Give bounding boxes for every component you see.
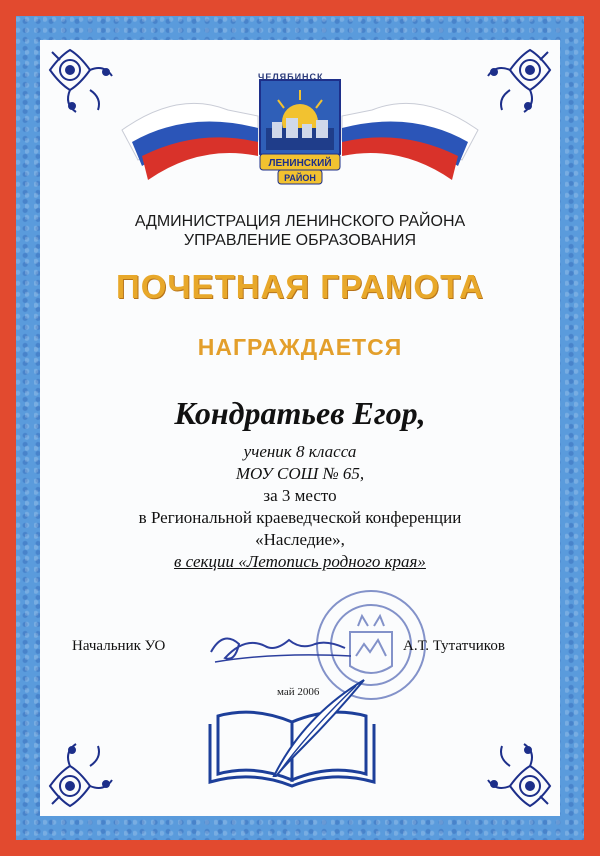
event-line: в Региональной краеведческой конференции xyxy=(138,508,462,527)
signer-name: А.Т. Тутатчиков xyxy=(403,638,505,654)
district-line1: ЛЕНИНСКИЙ xyxy=(268,158,332,169)
section-line: в секции «Летопись родного края» xyxy=(174,552,426,571)
district-line2: РАЙОН xyxy=(284,173,316,183)
corner-ornament-icon xyxy=(482,738,554,810)
corner-ornament-icon xyxy=(46,738,118,810)
recipient-details xyxy=(40,441,560,573)
signature-icon xyxy=(205,622,355,672)
issuer-header xyxy=(40,212,560,250)
city-label: ЧЕЛЯБИНСК xyxy=(258,72,324,82)
recipient-name: Кондратьев Егор, xyxy=(174,395,426,431)
awarded-label: НАГРАЖДАЕТСЯ xyxy=(197,334,403,360)
issue-date: май 2006 xyxy=(277,686,320,698)
issuer-line1: АДМИНИСТРАЦИЯ ЛЕНИНСКОГО РАЙОНА xyxy=(134,213,466,230)
place-line: за 3 место xyxy=(263,486,337,505)
certificate-title: ПОЧЕТНАЯ ГРАМОТА xyxy=(115,268,484,305)
corner-ornament-icon xyxy=(46,46,118,118)
signer-position: Начальник УО xyxy=(72,638,166,654)
event-name-line: «Наследие», xyxy=(255,530,345,549)
issuer-line2: УПРАВЛЕНИЕ ОБРАЗОВАНИЯ xyxy=(183,232,417,249)
grade-line: ученик 8 класса xyxy=(243,442,357,461)
school-line: МОУ СОШ № 65, xyxy=(235,464,365,483)
district-emblem xyxy=(118,70,482,200)
book-quill-icon xyxy=(204,676,384,788)
corner-ornament-icon xyxy=(482,46,554,118)
